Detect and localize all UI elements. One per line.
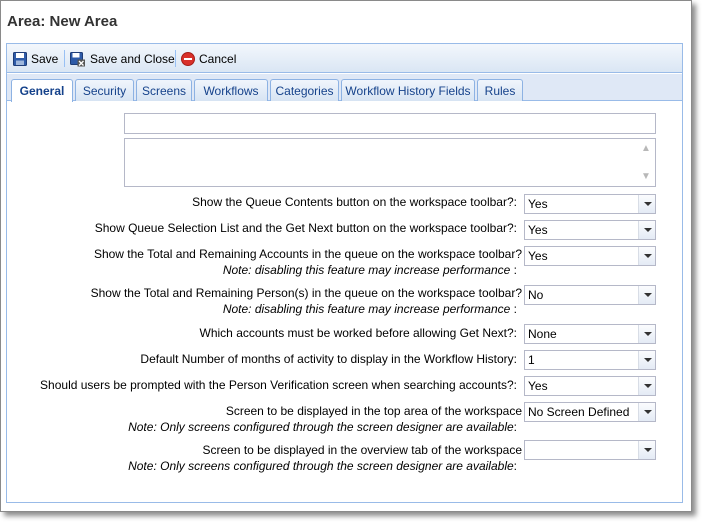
chevron-down-icon[interactable] xyxy=(638,247,655,265)
chevron-down-icon[interactable] xyxy=(638,403,655,421)
queue-contents-value: Yes xyxy=(528,197,548,211)
top-screen-colon: : xyxy=(513,420,517,434)
total-persons-select[interactable] xyxy=(524,285,656,305)
scroll-up-icon: ▲ xyxy=(641,143,651,154)
queue-selection-label: Show Queue Selection List and the Get Next button on the workspace toolbar?: xyxy=(94,221,517,235)
overview-screen-label-block xyxy=(128,442,522,474)
top-screen-note: Note: Only screens configured through the screen designer are available xyxy=(128,420,514,434)
dialog-title: Area: New Area xyxy=(7,13,118,30)
months-activity-value: 1 xyxy=(528,353,535,367)
tab-workflows[interactable]: Workflows xyxy=(194,79,268,101)
overview-screen-label: Screen to be displayed in the overview tab of the workspace xyxy=(202,443,522,457)
save-and-close-button[interactable] xyxy=(70,50,175,67)
save-close-icon xyxy=(70,52,86,66)
person-verification-value: Yes xyxy=(528,379,548,393)
chevron-down-icon[interactable] xyxy=(638,286,655,304)
cancel-label: Cancel xyxy=(199,51,237,66)
description-textarea[interactable] xyxy=(124,138,656,187)
total-accounts-label-block xyxy=(93,246,522,278)
total-accounts-note: Note: disabling this feature may increase performance xyxy=(222,263,511,277)
top-screen-label: Screen to be displayed in the top area of the workspace xyxy=(225,404,522,418)
queue-selection-value: Yes xyxy=(528,223,548,237)
tab-rules[interactable]: Rules xyxy=(477,79,523,101)
total-persons-value: No xyxy=(528,288,544,302)
top-screen-label-block xyxy=(128,403,522,435)
description-scrollbar[interactable] xyxy=(638,139,655,186)
tab-categories[interactable]: Categories xyxy=(270,79,339,101)
top-screen-value: No Screen Defined xyxy=(528,405,630,419)
tab-security[interactable]: Security xyxy=(75,79,134,101)
queue-selection-select[interactable] xyxy=(524,220,656,240)
overview-screen-select[interactable] xyxy=(524,440,656,460)
months-activity-select[interactable] xyxy=(524,350,656,370)
total-persons-note: Note: disabling this feature may increase performance xyxy=(222,302,511,316)
save-and-close-label: Save and Close xyxy=(90,51,175,66)
person-verification-label: Should users be prompted with the Person Verification screen when searching accounts?: xyxy=(40,378,517,392)
tab-workflow-history-fields[interactable]: Workflow History Fields xyxy=(341,79,475,101)
total-persons-colon: : xyxy=(513,302,517,316)
queue-contents-select[interactable] xyxy=(524,194,656,214)
save-button[interactable] xyxy=(13,50,58,67)
chevron-down-icon[interactable] xyxy=(638,221,655,239)
total-accounts-colon: : xyxy=(513,263,517,277)
overview-screen-note: Note: Only screens configured through the screen designer are available xyxy=(128,459,514,473)
toolbar xyxy=(7,44,682,73)
total-persons-label-block xyxy=(90,285,522,317)
chevron-down-icon[interactable] xyxy=(638,441,655,459)
name-input[interactable] xyxy=(124,113,656,134)
chevron-down-icon[interactable] xyxy=(638,195,655,213)
queue-contents-label: Show the Queue Contents button on the workspace toolbar?: xyxy=(192,195,517,209)
floppy-disk-icon xyxy=(13,52,27,66)
toolbar-separator xyxy=(175,50,176,67)
scroll-down-icon: ▼ xyxy=(641,171,651,182)
chevron-down-icon[interactable] xyxy=(638,351,655,369)
tab-strip xyxy=(7,74,682,101)
cancel-icon xyxy=(181,52,195,66)
chevron-down-icon[interactable] xyxy=(638,325,655,343)
save-label: Save xyxy=(31,51,59,66)
tab-screens[interactable]: Screens xyxy=(136,79,192,101)
cancel-button[interactable] xyxy=(181,50,236,67)
accounts-worked-value: None xyxy=(528,327,557,341)
tab-general[interactable]: General xyxy=(11,79,73,102)
toolbar-separator xyxy=(64,50,65,67)
total-persons-label: Show the Total and Remaining Person(s) in the queue on the workspace toolbar? xyxy=(90,286,522,300)
person-verification-select[interactable] xyxy=(524,376,656,396)
months-activity-label: Default Number of months of activity to display in the Workflow History: xyxy=(140,352,517,366)
overview-screen-colon: : xyxy=(513,459,517,473)
accounts-worked-label: Which accounts must be worked before allowing Get Next?: xyxy=(199,326,517,340)
total-accounts-select[interactable] xyxy=(524,246,656,266)
chevron-down-icon[interactable] xyxy=(638,377,655,395)
accounts-worked-select[interactable] xyxy=(524,324,656,344)
top-screen-select[interactable] xyxy=(524,402,656,422)
total-accounts-label: Show the Total and Remaining Accounts in the queue on the workspace toolbar? xyxy=(93,247,522,261)
form-panel xyxy=(6,43,683,503)
total-accounts-value: Yes xyxy=(528,249,548,263)
